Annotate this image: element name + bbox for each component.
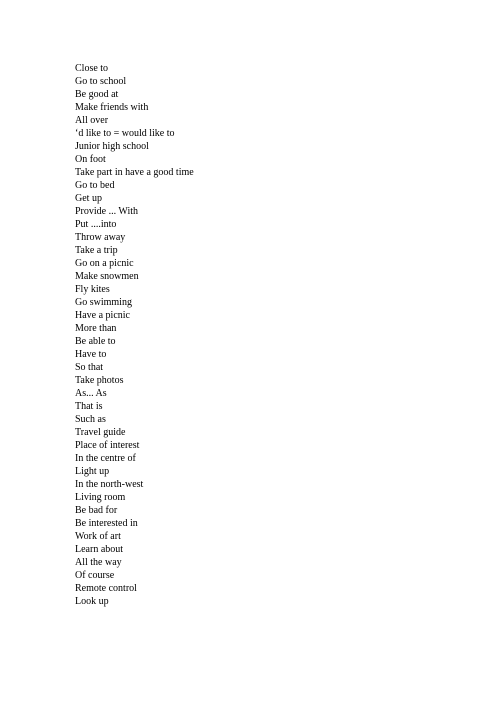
phrase-item: All over (75, 115, 109, 126)
phrase-item: Light up (75, 466, 110, 477)
phrase-item: Get up (75, 193, 102, 204)
phrase-item: Take a trip (75, 245, 118, 256)
phrase-item: Take part in have a good time (75, 167, 194, 178)
phrase-item: Be bad for (75, 505, 118, 516)
phrase-item: In the north-west (75, 479, 144, 490)
phrase-item: Take photos (75, 375, 124, 386)
phrase-item: All the way (75, 557, 122, 568)
phrase-item: That is (75, 401, 103, 412)
phrase-item: Travel guide (75, 427, 126, 438)
phrase-item: Work of art (75, 531, 121, 542)
phrase-item: Go to bed (75, 180, 115, 191)
phrase-item: Look up (75, 596, 109, 607)
phrase-item: Make friends with (75, 102, 149, 113)
phrase-item: So that (75, 362, 104, 373)
phrase-item: Go swimming (75, 297, 132, 308)
phrase-item: On foot (75, 154, 106, 165)
phrase-item: Provide ... With (75, 206, 139, 217)
phrase-item: As... As (75, 388, 107, 399)
phrase-item: Throw away (75, 232, 126, 243)
phrase-item: Go to school (75, 76, 127, 87)
phrase-item: Junior high school (75, 141, 149, 152)
phrase-item: Have a picnic (75, 310, 130, 321)
phrase-item: Make snowmen (75, 271, 139, 282)
phrase-item: Fly kites (75, 284, 110, 295)
phrase-item: Put ....into (75, 219, 117, 230)
phrase-item: Be able to (75, 336, 116, 347)
phrase-item: Of course (75, 570, 115, 581)
phrase-item: Learn about (75, 544, 124, 555)
phrase-item: Remote control (75, 583, 137, 594)
phrase-item: Go on a picnic (75, 258, 134, 269)
phrase-item: Living room (75, 492, 126, 503)
phrase-item: More than (75, 323, 117, 334)
phrase-item: Have to (75, 349, 107, 360)
phrase-item: Be good at (75, 89, 119, 100)
phrase-item: Close to (75, 63, 109, 74)
phrase-item: Such as (75, 414, 106, 425)
phrase-item: In the centre of (75, 453, 136, 464)
phrase-item: ‘d like to = would like to (75, 128, 175, 139)
phrase-item: Be interested in (75, 518, 138, 529)
phrase-list (75, 62, 194, 608)
phrase-item: Place of interest (75, 440, 140, 451)
